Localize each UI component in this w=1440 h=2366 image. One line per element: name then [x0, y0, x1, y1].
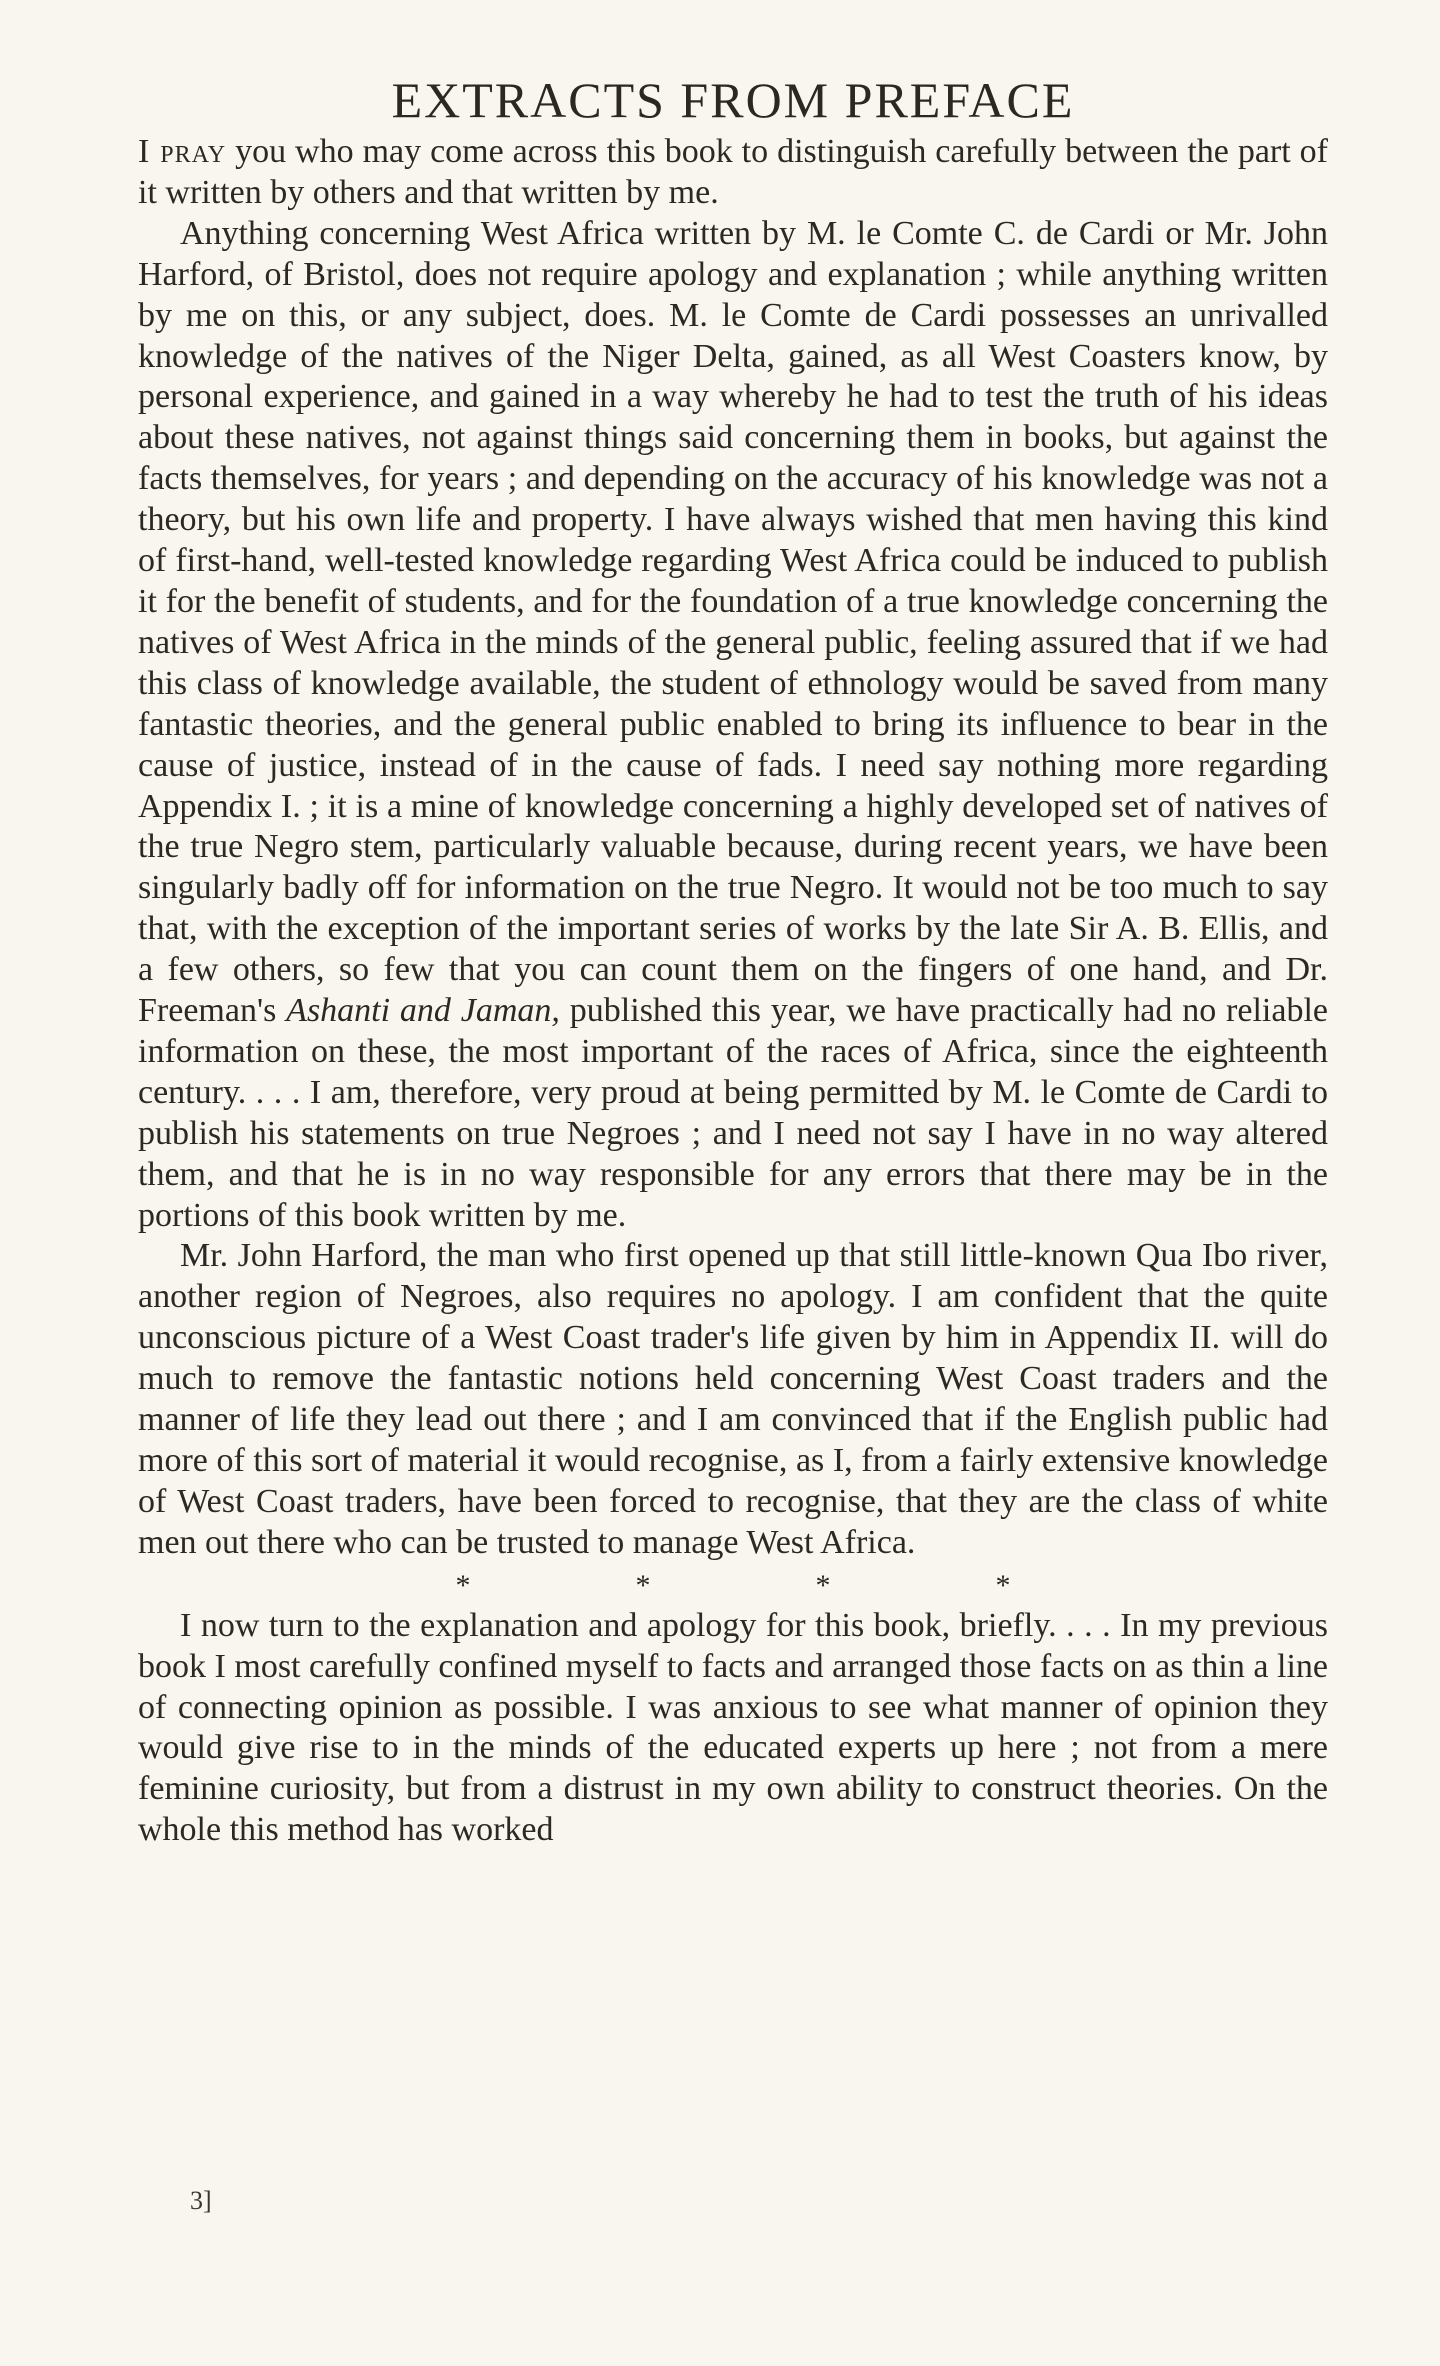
paragraph-1	[138, 132, 1328, 214]
paragraph-2	[138, 214, 1328, 1237]
page-number: 3]	[190, 2186, 212, 2215]
paragraph-4: I now turn to the explanation and apology for this book, briefly. . . . In my previous book I most carefully confined myself to facts and arranged those facts on as thin a line of connecting opinion as possible. I was anxious to see what manner of opinion they would give rise to in the minds of the educated experts up here ; not from a mere feminine curiosity, but from a distrust in my own ability to construct theories. On the whole this method has worked	[138, 1606, 1328, 1849]
asterisk-2: *	[635, 1568, 651, 1602]
paragraph-2-text-b: published this year, we have practically had no reliable information on these, the most important of the races of Africa, since the eighteenth century. . . . I am, therefore, very proud at being permitted by M. le Comte de Cardi to publish his statements on true Negroes ; and I need not say I have in no way altered them, and that he is in no way responsible for any errors that there may be in the portions of this book written by me.	[138, 992, 1328, 1234]
section-separator	[138, 1566, 1328, 1606]
asterisk-3: *	[815, 1568, 831, 1602]
page-content	[138, 70, 1328, 1851]
paragraph-1-opening: I pray	[138, 133, 227, 170]
paragraph-2-text-a: Anything concerning West Africa written by M. le Comte C. de Cardi or Mr. John Harford, of Bristol, does not require apology and explanation ; while anything written by me on this, or any subject, does. M. le Comte de Cardi possesses an unrivalled knowledge of the natives of the Niger Delta, gained, as all West Coasters know, by personal experience, and gained in a way whereby he had to test the truth of his ideas about these natives, not against things said concerning them in books, but against the facts themselves, for years ; and depending on the accuracy of his knowledge was not a theory, but his own life and property. I have always wished that men having this kind of first-hand, well-tested knowledge regarding West Africa could be induced to publish it for the benefit of students, and for the foundation of a true knowledge concerning the natives of West Africa in the minds of the general public, feeling assured that if we had this class of knowledge available, the student of ethnology would be saved from many fantastic theories, and the general public enabled to bring its influence to bear in the cause of justice, instead of in the cause of fads. I need say nothing more regarding Appendix I. ; it is a mine of knowledge concerning a highly developed set of natives of the true Negro stem, particularly valuable because, during recent years, we have been singularly badly off for information on the true Negro. It would not be too much to say that, with the exception of the important series of works by the late Sir A. B. Ellis, and a few others, so few that you can count them on the fingers of one hand, and Dr. Freeman's	[138, 214, 1328, 1030]
page-title: EXTRACTS FROM PREFACE	[391, 72, 1075, 128]
asterisk-4: *	[995, 1568, 1011, 1602]
paragraph-3: Mr. John Harford, the man who first opened up that still little-known Qua Ibo river, another region of Negroes, also requires no apology. I am confident that the quite unconscious picture of a West Coast trader's life given by him in Appendix II. will do much to remove the fantastic notions held concerning West Coast traders and the manner of life they lead out there ; and I am convinced that if the English public had more of this sort of material it would recognise, as I, from a fairly extensive knowledge of West Coast traders, have been forced to recognise, that they are the class of white men out there who can be trusted to manage West Africa.	[138, 1237, 1328, 1561]
paragraph-1-text: you who may come across this book to distinguish carefully between the part of it written by others and that written by me.	[138, 133, 1328, 211]
book-title-italic: Ashanti and Jaman,	[286, 992, 560, 1030]
asterisk-1: *	[455, 1568, 471, 1602]
